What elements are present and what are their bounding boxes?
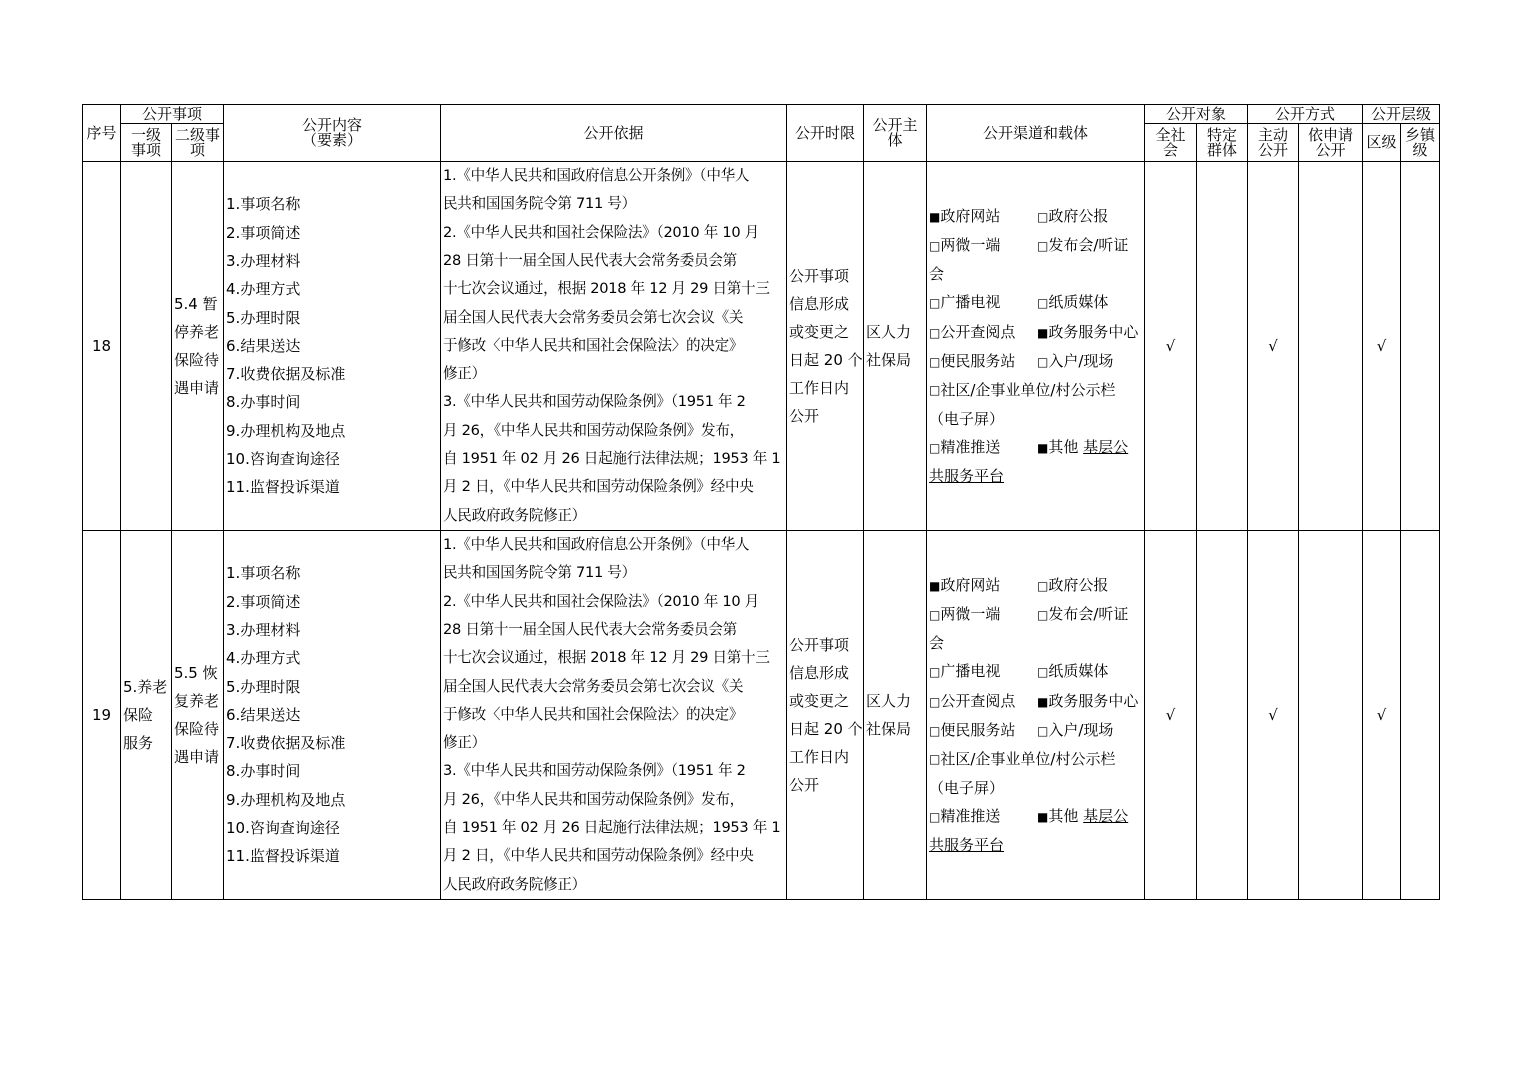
table-row bbox=[83, 531, 1440, 900]
unchecked-box-icon: □ bbox=[929, 238, 941, 253]
header-target-all: 全社 会 bbox=[1145, 124, 1197, 162]
unchecked-box-icon: □ bbox=[1037, 665, 1049, 680]
checked-box-icon: ■ bbox=[929, 209, 941, 224]
unchecked-box-icon: □ bbox=[1037, 238, 1049, 253]
row-basis: 1.《中华人民共和国政府信息公开条例》（中华人 民共和国国务院令第 711 号） 2.《中华人民共和国社会保险法》（2010 年 10 月 28 日第十一届全国人民代表大会常务委员会第 十七次会议通过，根据 2018 年 12 月 29 日第十三 届全国人民代表大会常务委员会第七次会议《关 于修改〈中华人民共和国社会保险法〉的决定》 修正） 3.《中华人民共和国劳动保险条例》（1951 年 2 月 26，《中华人民共和国劳动保险条例》发布， 自 1951 年 02 月 26 日起施行法律法规；1953 年 1 月 2 日，《中华人民共和国劳动保险条例》经中央 人民政府政务院修正） bbox=[441, 162, 787, 531]
row-level-district: √ bbox=[1363, 531, 1401, 900]
disclosure-table bbox=[82, 104, 1440, 900]
header-level1: 一级 事项 bbox=[121, 124, 172, 162]
row-level2: 5.4 暂 停养老 保险待 遇申请 bbox=[172, 162, 224, 531]
row-basis: 1.《中华人民共和国政府信息公开条例》（中华人 民共和国国务院令第 711 号） 2.《中华人民共和国社会保险法》（2010 年 10 月 28 日第十一届全国人民代表大会常务委员会第 十七次会议通过，根据 2018 年 12 月 29 日第十三 届全国人民代表大会常务委员会第七次会议《关 于修改〈中华人民共和国社会保险法〉的决定》 修正） 3.《中华人民共和国劳动保险条例》（1951 年 2 月 26，《中华人民共和国劳动保险条例》发布， 自 1951 年 02 月 26 日起施行法律法规；1953 年 1 月 2 日，《中华人民共和国劳动保险条例》经中央 人民政府政务院修正） bbox=[441, 531, 787, 900]
header-content: 公开内容 （要素） bbox=[224, 105, 441, 162]
row-level1 bbox=[121, 162, 172, 531]
row-content: 1.事项名称 2.事项简述 3.办理材料 4.办理方式 5.办理时限 6.结果送达 7.收费依据及标准 8.办事时间 9.办理机构及地点 10.咨询查询途径 11.监督投诉渠道 bbox=[224, 162, 441, 531]
row-level-town bbox=[1401, 531, 1440, 900]
header-channel: 公开渠道和载体 bbox=[927, 105, 1145, 162]
row-method-request bbox=[1299, 531, 1363, 900]
table-row bbox=[83, 162, 1440, 531]
unchecked-box-icon: □ bbox=[929, 440, 941, 455]
unchecked-box-icon: □ bbox=[929, 694, 941, 709]
row-level-town bbox=[1401, 162, 1440, 531]
row-seq: 18 bbox=[83, 162, 121, 531]
row-time-limit: 公开事项 信息形成 或变更之 日起 20 个 工作日内 公开 bbox=[787, 162, 864, 531]
row-subject: 区人力 社保局 bbox=[864, 162, 927, 531]
row-target-specific bbox=[1197, 531, 1248, 900]
row-level2: 5.5 恢 复养老 保险待 遇申请 bbox=[172, 531, 224, 900]
header-method-request: 依申请 公开 bbox=[1299, 124, 1363, 162]
header-level-group: 公开层级 bbox=[1363, 105, 1440, 124]
unchecked-box-icon: □ bbox=[1037, 724, 1049, 738]
header-row-1 bbox=[83, 105, 1440, 124]
header-target-group: 公开对象 bbox=[1145, 105, 1248, 124]
unchecked-box-icon: □ bbox=[929, 383, 941, 398]
header-target-specific: 特定 群体 bbox=[1197, 124, 1248, 162]
header-time-limit: 公开时限 bbox=[787, 105, 864, 162]
unchecked-box-icon: □ bbox=[1037, 355, 1049, 369]
checked-box-icon: ■ bbox=[1037, 694, 1049, 709]
unchecked-box-icon: □ bbox=[1037, 296, 1049, 311]
unchecked-box-icon: □ bbox=[929, 724, 941, 738]
header-level2: 二级事 项 bbox=[172, 124, 224, 162]
header-items-group: 公开事项 bbox=[121, 105, 224, 124]
header-subject: 公开主 体 bbox=[864, 105, 927, 162]
row-method-request bbox=[1299, 162, 1363, 531]
unchecked-box-icon: □ bbox=[929, 355, 941, 369]
row-level-district: √ bbox=[1363, 162, 1401, 531]
unchecked-box-icon: □ bbox=[1037, 578, 1049, 593]
header-level-town: 乡镇 级 bbox=[1401, 124, 1440, 162]
unchecked-box-icon: □ bbox=[929, 809, 941, 824]
unchecked-box-icon: □ bbox=[929, 296, 941, 311]
unchecked-box-icon: □ bbox=[1037, 607, 1049, 622]
header-basis: 公开依据 bbox=[441, 105, 787, 162]
row-channels: ■政府网站 □政府公报 □两微一端 □发布会/听证 会 □广播电视 □纸质媒体 □公开查阅点 ■政务服务中心 □便民服务站 □入户/现场 □ 社区/企事业单位/村公示栏 （电子屏） □精准推送 ■其他 基层公 共服务平台 bbox=[927, 531, 1145, 900]
row-method-active: √ bbox=[1248, 531, 1299, 900]
row-target-all: √ bbox=[1145, 531, 1197, 900]
checked-box-icon: ■ bbox=[929, 578, 941, 593]
unchecked-box-icon: □ bbox=[1037, 209, 1049, 224]
unchecked-box-icon: □ bbox=[929, 607, 941, 622]
row-time-limit: 公开事项 信息形成 或变更之 日起 20 个 工作日内 公开 bbox=[787, 531, 864, 900]
checked-box-icon: ■ bbox=[1037, 325, 1049, 340]
row-content: 1.事项名称 2.事项简述 3.办理材料 4.办理方式 5.办理时限 6.结果送达 7.收费依据及标准 8.办事时间 9.办理机构及地点 10.咨询查询途径 11.监督投诉渠道 bbox=[224, 531, 441, 900]
header-method-active: 主动 公开 bbox=[1248, 124, 1299, 162]
row-level1: 5.养老 保险 服务 bbox=[121, 531, 172, 900]
checked-box-icon: ■ bbox=[1037, 440, 1049, 455]
header-method-group: 公开方式 bbox=[1248, 105, 1363, 124]
row-target-all: √ bbox=[1145, 162, 1197, 531]
unchecked-box-icon: □ bbox=[929, 665, 941, 680]
unchecked-box-icon: □ bbox=[929, 325, 941, 340]
row-method-active: √ bbox=[1248, 162, 1299, 531]
unchecked-box-icon: □ bbox=[929, 752, 941, 767]
row-channels: ■政府网站 □政府公报 □两微一端 □发布会/听证 会 □广播电视 □纸质媒体 □公开查阅点 ■政务服务中心 □便民服务站 □入户/现场 □ 社区/企事业单位/村公示栏 （电子屏） □精准推送 ■其他 基层公 共服务平台 bbox=[927, 162, 1145, 531]
row-target-specific bbox=[1197, 162, 1248, 531]
row-subject: 区人力 社保局 bbox=[864, 531, 927, 900]
checked-box-icon: ■ bbox=[1037, 809, 1049, 824]
header-level-district: 区级 bbox=[1363, 124, 1401, 162]
header-seq: 序号 bbox=[83, 105, 121, 162]
row-seq: 19 bbox=[83, 531, 121, 900]
